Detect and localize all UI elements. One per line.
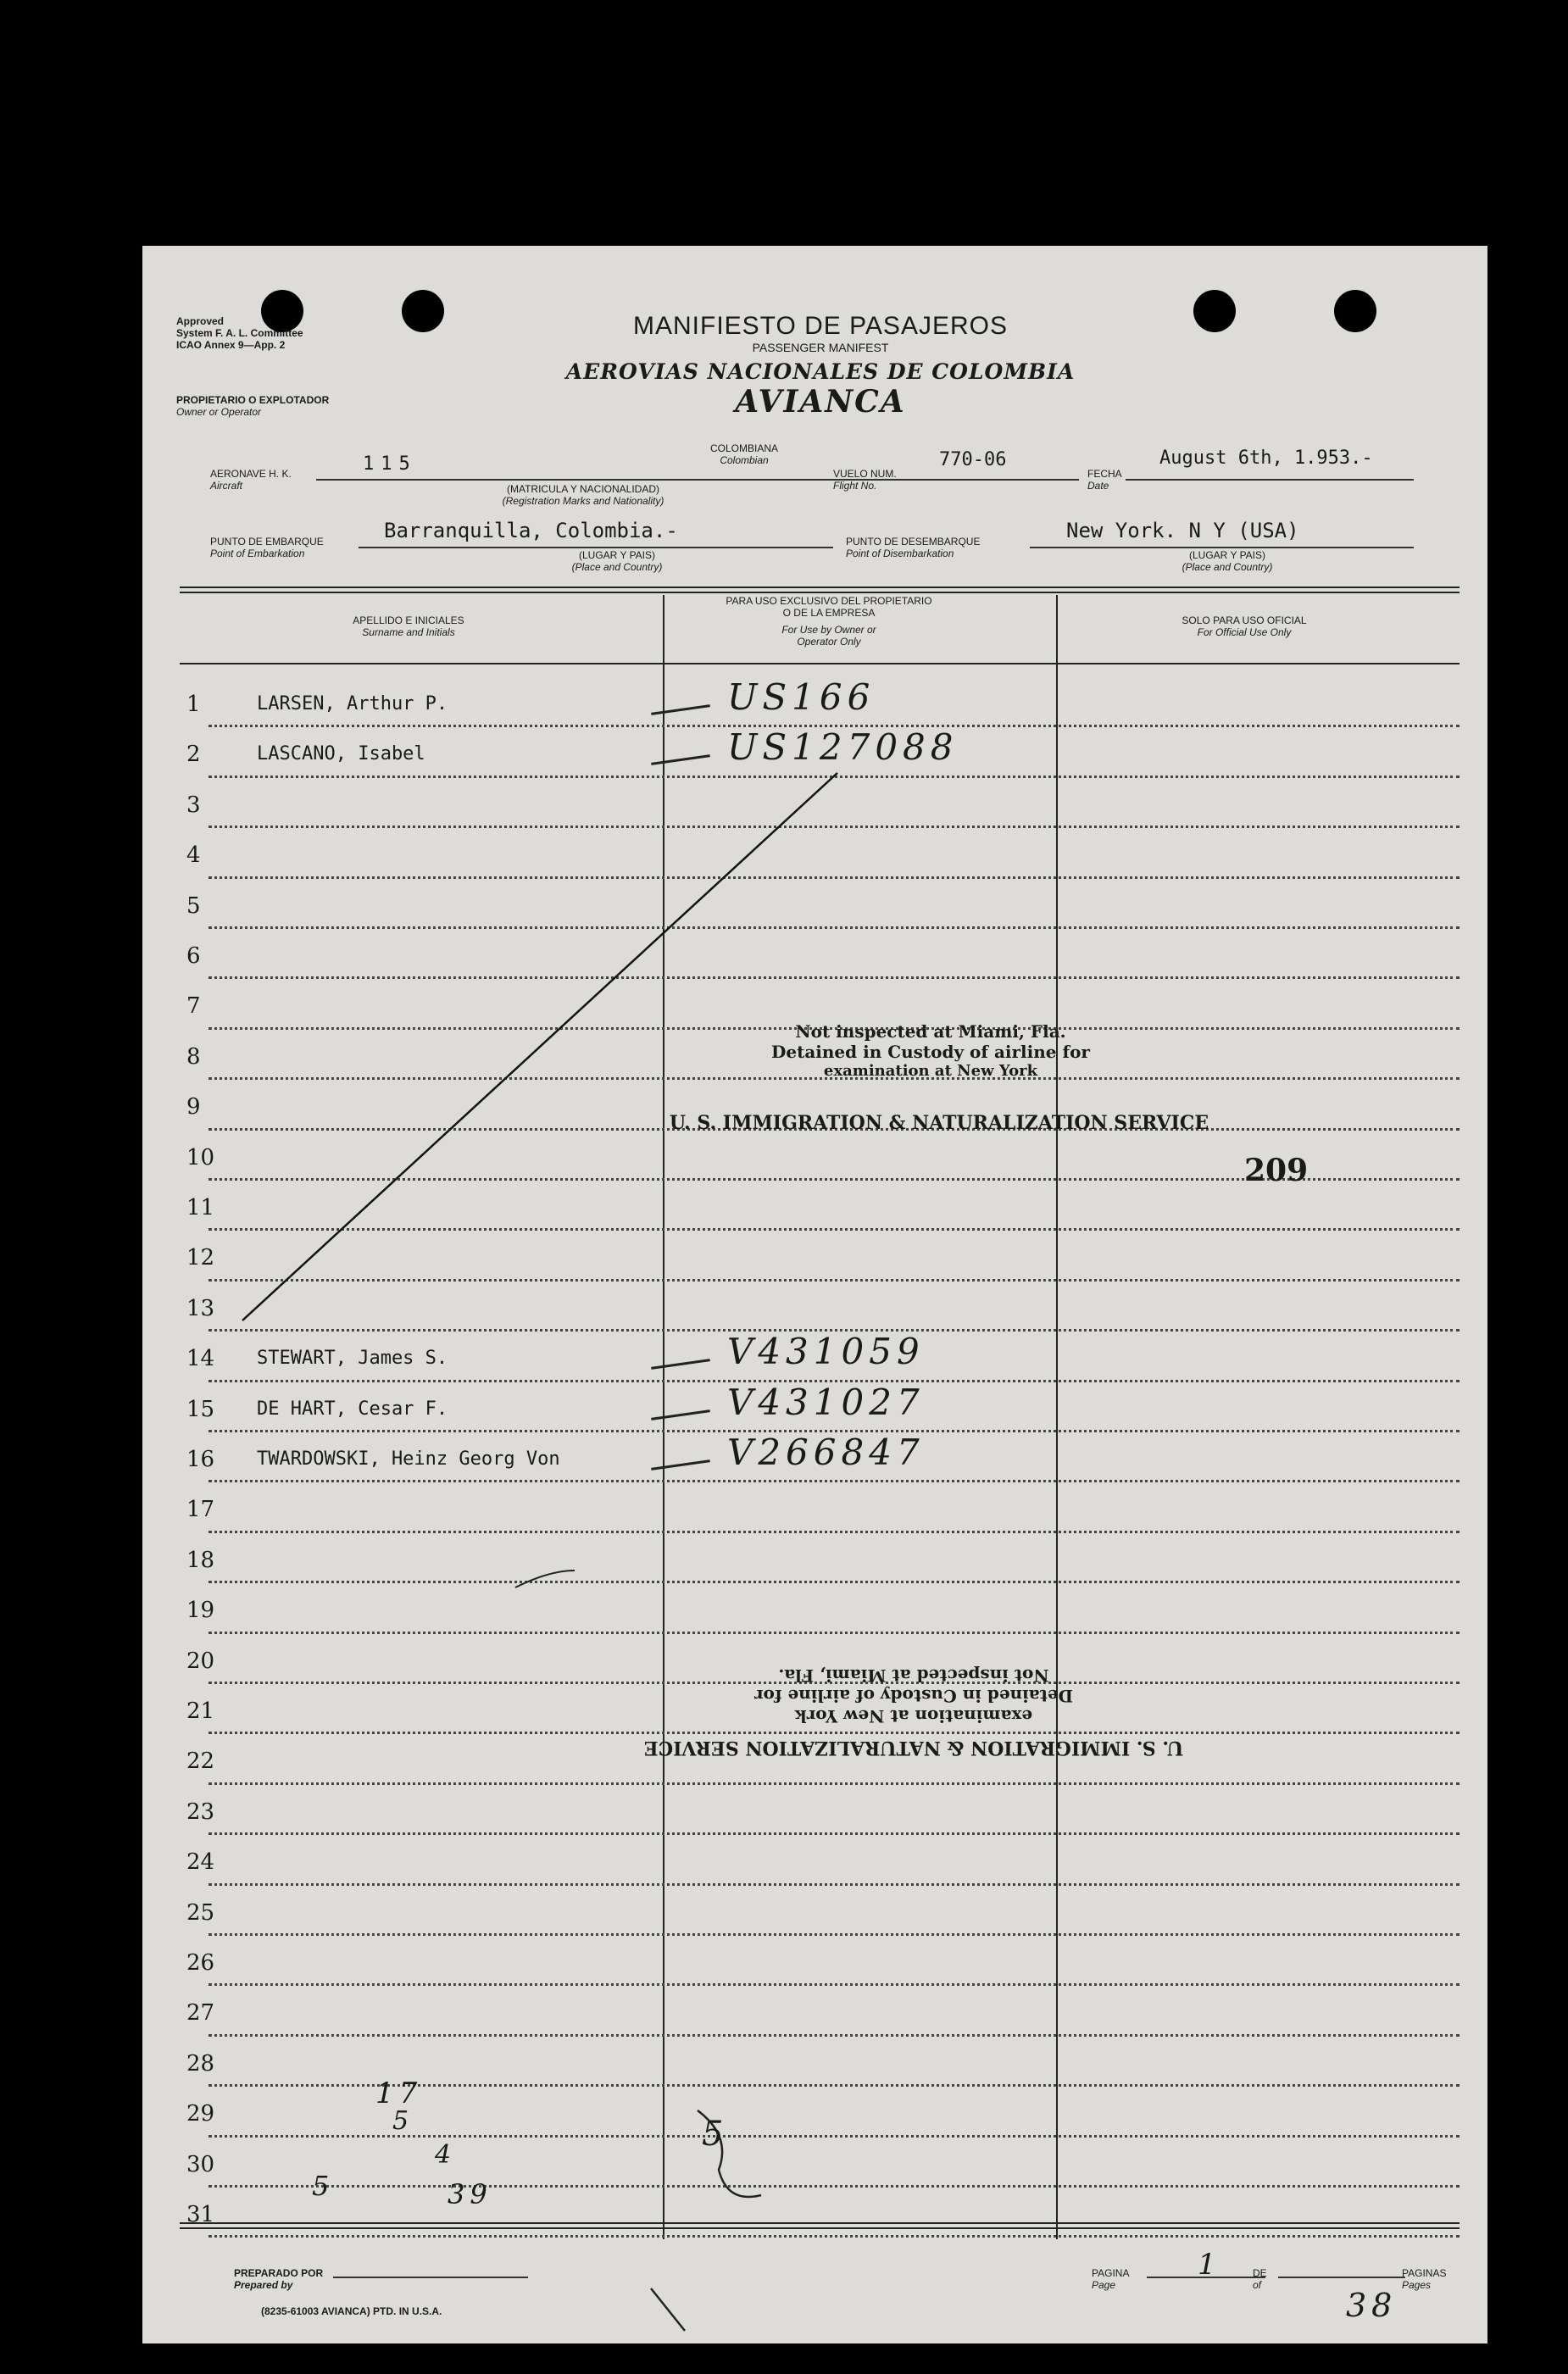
row-number: 3 [186, 792, 201, 818]
footer-rule [180, 2222, 1460, 2224]
of-label-block [1253, 2267, 1267, 2291]
passenger-name: STEWART, James S. [257, 1348, 448, 1370]
stamp-line-1: Not inspected at Miami, Fla. [795, 1021, 1066, 1042]
column-header-operator-sub2: Operator Only [797, 636, 861, 648]
row-number: 23 [186, 1799, 215, 1825]
row-number: 21 [186, 1698, 215, 1724]
stamp-inverted-line-3: examination at New York [794, 1706, 1033, 1726]
prepared-by-sub: Prepared by [234, 2279, 293, 2291]
immigration-stamp [736, 1021, 1126, 1080]
flight-sublabel: Flight No. [833, 480, 877, 492]
embark-label: PUNTO DE EMBARQUE [210, 536, 324, 548]
manifest-title: MANIFIESTO DE PASAJEROS [633, 312, 1008, 340]
row-number: 26 [186, 1950, 215, 1976]
row-number: 9 [186, 1094, 201, 1120]
row-number: 1 [186, 692, 201, 717]
disembark-place-sub: (Place and Country) [1182, 561, 1273, 573]
operator-code: US166 [727, 676, 876, 718]
column-header-operator-label: PARA USO EXCLUSIVO DEL PROPIETARIO [726, 595, 932, 607]
row-number: 27 [186, 2000, 215, 2027]
immigration-stamp-inverted [592, 1623, 1236, 1759]
row-number: 7 [186, 993, 201, 1020]
row-number: 8 [186, 1043, 201, 1070]
stamp-line-2: Detained in Custody of airline for [771, 1042, 1090, 1062]
airline-name: AEROVIAS NACIONALES DE COLOMBIA [565, 359, 1076, 384]
date-sublabel: Date [1087, 480, 1109, 492]
matricula-label: (MATRICULA Y NACIONALIDAD) [506, 483, 660, 495]
sheet-number: 38 [1346, 2287, 1398, 2324]
row-number: 28 [186, 2050, 215, 2077]
owner-sublabel: Owner or Operator [176, 406, 262, 418]
operator-code: US127088 [727, 726, 959, 769]
pages-label-block [1402, 2267, 1446, 2291]
footer-rule [180, 2227, 1460, 2229]
official-number: 209 [1244, 1153, 1309, 1188]
row-number: 31 [186, 2202, 215, 2227]
column-header-operator-sub1: For Use by Owner or [781, 624, 876, 636]
embark-value: Barranquilla, Colombia.- [384, 519, 678, 542]
aircraft-value: 115 [363, 453, 417, 475]
airline-brand: AVIANCA [735, 384, 906, 420]
margin-note: 5 [392, 2106, 414, 2136]
strike-line [142, 246, 1487, 2343]
of-label: DE [1253, 2267, 1267, 2279]
operator-code: V266847 [727, 1432, 925, 1473]
stamp-inverted-line-1: Not inspected at Miami, Fla. [778, 1665, 1049, 1686]
passenger-name: DE HART, Cesar F. [257, 1398, 448, 1420]
prepared-by-underline [333, 2277, 528, 2278]
owner-label: PROPIETARIO O EXPLOTADOR [176, 394, 330, 406]
disembark-place: (LUGAR Y PAIS) [1188, 549, 1266, 561]
row-number: 22 [186, 1749, 215, 1775]
column-header-surname-label: APELLIDO E INICIALES [353, 614, 464, 626]
embark-place: (LUGAR Y PAIS) [578, 549, 656, 561]
operator-code: V431027 [727, 1381, 925, 1423]
row-number: 2 [186, 742, 201, 768]
row-number: 6 [186, 943, 201, 969]
row-number: 17 [186, 1497, 215, 1523]
column-header-surname-sub: Surname and Initials [362, 626, 455, 638]
page-value: 1 [1198, 2248, 1221, 2282]
of-underline [1278, 2277, 1405, 2278]
nationality-sub: Colombian [720, 454, 769, 466]
aircraft-sublabel: Aircraft [210, 480, 243, 492]
operator-code: V431059 [727, 1331, 925, 1373]
column-header-operator-label2: O DE LA EMPRESA [782, 607, 876, 619]
row-number: 11 [186, 1195, 215, 1220]
of-sub: of [1253, 2279, 1262, 2291]
nationality-value: COLOMBIANA [709, 442, 778, 454]
passenger-name: TWARDOWSKI, Heinz Georg Von [257, 1448, 560, 1470]
row-number: 25 [186, 1899, 215, 1926]
margin-note: 4 [435, 2140, 457, 2170]
stamp-line-3: examination at New York [823, 1062, 1038, 1080]
stamp-inverted-service: U. S. IMMIGRATION & NATURALIZATION SERVICE [643, 1737, 1184, 1759]
row-number: 30 [186, 2151, 215, 2177]
row-number: 14 [186, 1346, 215, 1372]
column-header-official-label: SOLO PARA USO OFICIAL [1182, 614, 1307, 626]
passenger-name: LARSEN, Arthur P. [257, 693, 448, 714]
page-label-block [1092, 2267, 1129, 2291]
matricula-sub: (Registration Marks and Nationality) [502, 495, 664, 507]
manifest-subtitle: PASSENGER MANIFEST [752, 341, 889, 354]
row-number: 29 [186, 2101, 215, 2127]
row-number: 19 [186, 1598, 215, 1624]
page-sub: Page [1092, 2279, 1116, 2291]
embark-sublabel: Point of Embarkation [210, 548, 305, 559]
date-value: August 6th, 1.953.- [1159, 448, 1373, 469]
flight-value: 770-06 [939, 449, 1007, 470]
row-number: 15 [186, 1396, 215, 1422]
margin-note: 5 [702, 2115, 729, 2154]
row-number: 24 [186, 1849, 215, 1876]
row-number: 5 [186, 892, 201, 919]
row-number: 20 [186, 1648, 215, 1674]
approval-line-1: Approved [176, 315, 225, 327]
margin-note: 39 [448, 2178, 492, 2210]
pages-label: PAGINAS [1402, 2267, 1447, 2279]
prepared-by-label: PREPARADO POR [234, 2267, 324, 2279]
row-number: 10 [186, 1144, 215, 1170]
stamp-inverted-line-2: Detained in Custody of airline for [754, 1686, 1073, 1706]
approval-line-3: ICAO Annex 9—App. 2 [176, 339, 286, 351]
passenger-name: LASCANO, Isabel [257, 743, 425, 765]
page-label: PAGINA [1092, 2267, 1130, 2279]
pages-sub: Pages [1402, 2279, 1432, 2291]
disembark-label: PUNTO DE DESEMBARQUE [846, 536, 981, 548]
row-number: 12 [186, 1245, 215, 1271]
disembark-value: New York. N Y (USA) [1066, 519, 1299, 542]
row-number: 16 [186, 1447, 215, 1472]
embark-place-sub: (Place and Country) [571, 561, 663, 573]
date-label: FECHA [1087, 468, 1122, 480]
row-number: 13 [186, 1295, 215, 1321]
approval-line-2: System F. A. L. Committee [176, 327, 303, 339]
aircraft-label: AERONAVE H. K. [210, 468, 292, 480]
margin-note: 5 [312, 2170, 335, 2202]
margin-note: 17 [375, 2077, 423, 2110]
prepared-by-block [234, 2267, 323, 2291]
manifest-sheet [142, 246, 1487, 2343]
column-header-official-sub: For Official Use Only [1197, 626, 1292, 638]
immigration-stamp-service: U. S. IMMIGRATION & NATURALIZATION SERVICE [669, 1112, 1209, 1134]
disembark-sublabel: Point of Disembarkation [846, 548, 954, 559]
row-number: 18 [186, 1547, 215, 1573]
printer-credit: (8235-61003 AVIANCA) PTD. IN U.S.A. [261, 2305, 442, 2317]
row-number: 4 [186, 842, 201, 869]
flight-label: VUELO NUM. [833, 468, 897, 480]
